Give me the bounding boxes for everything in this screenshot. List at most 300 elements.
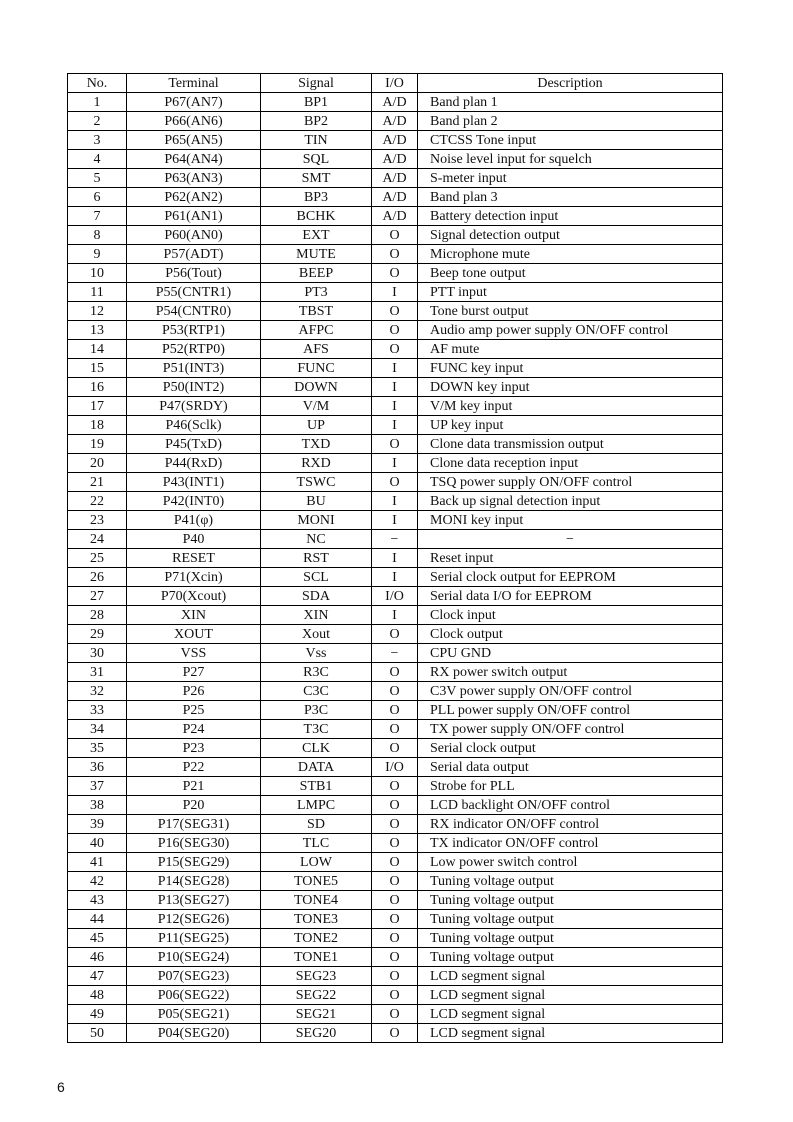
cell-terminal: P04(SEG20) — [127, 1024, 261, 1043]
cell-io: O — [372, 777, 418, 796]
cell-terminal: P25 — [127, 701, 261, 720]
cell-no: 46 — [68, 948, 127, 967]
cell-io: O — [372, 853, 418, 872]
table-row — [68, 549, 723, 568]
cell-terminal: P15(SEG29) — [127, 853, 261, 872]
cell-no: 24 — [68, 530, 127, 549]
cell-no: 32 — [68, 682, 127, 701]
cell-terminal: P40 — [127, 530, 261, 549]
cell-description: TX power supply ON/OFF control — [418, 720, 723, 739]
cell-description: C3V power supply ON/OFF control — [418, 682, 723, 701]
table-row — [68, 454, 723, 473]
cell-terminal: P47(SRDY) — [127, 397, 261, 416]
cell-no: 35 — [68, 739, 127, 758]
cell-io: O — [372, 663, 418, 682]
cell-signal: V/M — [261, 397, 372, 416]
cell-description: AF mute — [418, 340, 723, 359]
cell-io: O — [372, 226, 418, 245]
cell-no: 25 — [68, 549, 127, 568]
cell-terminal: P07(SEG23) — [127, 967, 261, 986]
pin-function-table — [67, 73, 723, 1043]
table-row — [68, 530, 723, 549]
cell-signal: SEG23 — [261, 967, 372, 986]
table-row — [68, 815, 723, 834]
cell-description: CTCSS Tone input — [418, 131, 723, 150]
cell-io: I/O — [372, 758, 418, 777]
cell-terminal: P64(AN4) — [127, 150, 261, 169]
cell-terminal: P67(AN7) — [127, 93, 261, 112]
table-row — [68, 663, 723, 682]
cell-description: Band plan 1 — [418, 93, 723, 112]
cell-io: O — [372, 910, 418, 929]
cell-io: I — [372, 511, 418, 530]
cell-signal: RXD — [261, 454, 372, 473]
cell-io: O — [372, 1005, 418, 1024]
cell-io: O — [372, 872, 418, 891]
table-row — [68, 435, 723, 454]
cell-no: 12 — [68, 302, 127, 321]
table-header-row — [68, 74, 723, 93]
cell-no: 10 — [68, 264, 127, 283]
table-row — [68, 188, 723, 207]
cell-no: 13 — [68, 321, 127, 340]
cell-signal: SEG21 — [261, 1005, 372, 1024]
table-row — [68, 853, 723, 872]
cell-terminal: RESET — [127, 549, 261, 568]
cell-description: Serial data output — [418, 758, 723, 777]
cell-io: O — [372, 834, 418, 853]
header-signal: Signal — [261, 74, 372, 93]
cell-terminal: P20 — [127, 796, 261, 815]
cell-terminal: P61(AN1) — [127, 207, 261, 226]
cell-description: S-meter input — [418, 169, 723, 188]
cell-io: I — [372, 549, 418, 568]
table-row — [68, 568, 723, 587]
table-row — [68, 264, 723, 283]
cell-signal: XIN — [261, 606, 372, 625]
cell-no: 2 — [68, 112, 127, 131]
table-row — [68, 416, 723, 435]
cell-terminal: P62(AN2) — [127, 188, 261, 207]
cell-no: 23 — [68, 511, 127, 530]
table-row — [68, 796, 723, 815]
cell-no: 21 — [68, 473, 127, 492]
cell-terminal: P05(SEG21) — [127, 1005, 261, 1024]
header-io: I/O — [372, 74, 418, 93]
cell-signal: Vss — [261, 644, 372, 663]
cell-terminal: P06(SEG22) — [127, 986, 261, 1005]
cell-description: Band plan 3 — [418, 188, 723, 207]
table-row — [68, 625, 723, 644]
cell-terminal: XOUT — [127, 625, 261, 644]
cell-description: RX power switch output — [418, 663, 723, 682]
cell-signal: TONE5 — [261, 872, 372, 891]
cell-description: Strobe for PLL — [418, 777, 723, 796]
cell-signal: SQL — [261, 150, 372, 169]
cell-signal: AFS — [261, 340, 372, 359]
cell-terminal: P22 — [127, 758, 261, 777]
cell-description: UP key input — [418, 416, 723, 435]
cell-terminal: P45(TxD) — [127, 435, 261, 454]
table-row — [68, 359, 723, 378]
cell-io: O — [372, 701, 418, 720]
cell-description: LCD segment signal — [418, 967, 723, 986]
cell-signal: BP3 — [261, 188, 372, 207]
cell-description: LCD segment signal — [418, 1005, 723, 1024]
cell-terminal: P41(φ) — [127, 511, 261, 530]
table-row — [68, 207, 723, 226]
cell-terminal: P54(CNTR0) — [127, 302, 261, 321]
cell-io: I — [372, 454, 418, 473]
cell-signal: R3C — [261, 663, 372, 682]
cell-no: 14 — [68, 340, 127, 359]
cell-terminal: P24 — [127, 720, 261, 739]
cell-io: I — [372, 359, 418, 378]
table-row — [68, 891, 723, 910]
cell-no: 45 — [68, 929, 127, 948]
table-row — [68, 112, 723, 131]
cell-description: LCD segment signal — [418, 1024, 723, 1043]
cell-no: 37 — [68, 777, 127, 796]
cell-io: O — [372, 340, 418, 359]
cell-description: LCD backlight ON/OFF control — [418, 796, 723, 815]
cell-terminal: P10(SEG24) — [127, 948, 261, 967]
cell-signal: Xout — [261, 625, 372, 644]
cell-no: 18 — [68, 416, 127, 435]
cell-description: Serial clock output — [418, 739, 723, 758]
cell-io: O — [372, 321, 418, 340]
cell-io: A/D — [372, 169, 418, 188]
cell-io: O — [372, 948, 418, 967]
table-row — [68, 948, 723, 967]
cell-signal: TLC — [261, 834, 372, 853]
cell-signal: BCHK — [261, 207, 372, 226]
cell-signal: DATA — [261, 758, 372, 777]
table-row — [68, 131, 723, 150]
cell-io: I — [372, 416, 418, 435]
table-row — [68, 587, 723, 606]
cell-no: 19 — [68, 435, 127, 454]
cell-description: MONI key input — [418, 511, 723, 530]
cell-description: DOWN key input — [418, 378, 723, 397]
cell-io: O — [372, 967, 418, 986]
cell-description: Battery detection input — [418, 207, 723, 226]
cell-no: 11 — [68, 283, 127, 302]
table-row — [68, 929, 723, 948]
cell-no: 28 — [68, 606, 127, 625]
cell-no: 16 — [68, 378, 127, 397]
cell-signal: SDA — [261, 587, 372, 606]
cell-no: 39 — [68, 815, 127, 834]
cell-terminal: P46(Sclk) — [127, 416, 261, 435]
cell-terminal: XIN — [127, 606, 261, 625]
cell-no: 41 — [68, 853, 127, 872]
cell-no: 9 — [68, 245, 127, 264]
cell-terminal: P70(Xcout) — [127, 587, 261, 606]
cell-signal: SMT — [261, 169, 372, 188]
cell-signal: SEG20 — [261, 1024, 372, 1043]
cell-signal: SCL — [261, 568, 372, 587]
cell-signal: STB1 — [261, 777, 372, 796]
cell-terminal: P65(AN5) — [127, 131, 261, 150]
cell-signal: TXD — [261, 435, 372, 454]
table-row — [68, 967, 723, 986]
cell-io: I — [372, 568, 418, 587]
cell-io: I — [372, 378, 418, 397]
cell-io: A/D — [372, 188, 418, 207]
cell-description: Low power switch control — [418, 853, 723, 872]
cell-description: PTT input — [418, 283, 723, 302]
table-row — [68, 701, 723, 720]
table-row — [68, 245, 723, 264]
table-row — [68, 473, 723, 492]
cell-terminal: P14(SEG28) — [127, 872, 261, 891]
cell-signal: BU — [261, 492, 372, 511]
cell-signal: TSWC — [261, 473, 372, 492]
cell-description: Tuning voltage output — [418, 891, 723, 910]
cell-io: A/D — [372, 207, 418, 226]
table-row — [68, 169, 723, 188]
cell-signal: RST — [261, 549, 372, 568]
cell-terminal: P57(ADT) — [127, 245, 261, 264]
cell-signal: UP — [261, 416, 372, 435]
cell-no: 8 — [68, 226, 127, 245]
cell-no: 31 — [68, 663, 127, 682]
cell-terminal: P43(INT1) — [127, 473, 261, 492]
cell-io: O — [372, 682, 418, 701]
cell-signal: C3C — [261, 682, 372, 701]
cell-terminal: P52(RTP0) — [127, 340, 261, 359]
cell-signal: MUTE — [261, 245, 372, 264]
cell-description: Clone data transmission output — [418, 435, 723, 454]
table-row — [68, 606, 723, 625]
cell-no: 50 — [68, 1024, 127, 1043]
cell-no: 49 — [68, 1005, 127, 1024]
cell-no: 38 — [68, 796, 127, 815]
cell-no: 33 — [68, 701, 127, 720]
cell-description: Tuning voltage output — [418, 948, 723, 967]
cell-signal: NC — [261, 530, 372, 549]
table-row — [68, 283, 723, 302]
cell-no: 48 — [68, 986, 127, 1005]
page-number: 6 — [57, 1079, 65, 1095]
cell-signal: TBST — [261, 302, 372, 321]
cell-signal: P3C — [261, 701, 372, 720]
table-row — [68, 511, 723, 530]
cell-signal: PT3 — [261, 283, 372, 302]
cell-no: 5 — [68, 169, 127, 188]
cell-io: I — [372, 492, 418, 511]
cell-io: O — [372, 473, 418, 492]
cell-terminal: P12(SEG26) — [127, 910, 261, 929]
cell-io: I — [372, 606, 418, 625]
cell-description: Tuning voltage output — [418, 872, 723, 891]
table-row — [68, 739, 723, 758]
cell-description: − — [418, 530, 723, 549]
cell-description: Reset input — [418, 549, 723, 568]
cell-terminal: P53(RTP1) — [127, 321, 261, 340]
cell-description: Band plan 2 — [418, 112, 723, 131]
cell-io: O — [372, 435, 418, 454]
table-row — [68, 150, 723, 169]
cell-description: Microphone mute — [418, 245, 723, 264]
cell-terminal: P16(SEG30) — [127, 834, 261, 853]
cell-signal: FUNC — [261, 359, 372, 378]
cell-terminal: P50(INT2) — [127, 378, 261, 397]
cell-terminal: P21 — [127, 777, 261, 796]
cell-signal: TONE4 — [261, 891, 372, 910]
table-row — [68, 226, 723, 245]
cell-description: LCD segment signal — [418, 986, 723, 1005]
cell-signal: BP1 — [261, 93, 372, 112]
cell-io: O — [372, 264, 418, 283]
cell-signal: TONE3 — [261, 910, 372, 929]
table-row — [68, 340, 723, 359]
table-row — [68, 397, 723, 416]
cell-io: A/D — [372, 150, 418, 169]
cell-description: RX indicator ON/OFF control — [418, 815, 723, 834]
cell-terminal: P11(SEG25) — [127, 929, 261, 948]
cell-terminal: P13(SEG27) — [127, 891, 261, 910]
cell-no: 17 — [68, 397, 127, 416]
cell-description: Clock input — [418, 606, 723, 625]
header-description: Description — [418, 74, 723, 93]
cell-terminal: VSS — [127, 644, 261, 663]
cell-terminal: P17(SEG31) — [127, 815, 261, 834]
cell-signal: TONE2 — [261, 929, 372, 948]
cell-no: 4 — [68, 150, 127, 169]
cell-no: 15 — [68, 359, 127, 378]
cell-io: − — [372, 644, 418, 663]
cell-signal: EXT — [261, 226, 372, 245]
cell-io: O — [372, 891, 418, 910]
table-row — [68, 872, 723, 891]
table-row — [68, 834, 723, 853]
cell-io: − — [372, 530, 418, 549]
cell-no: 36 — [68, 758, 127, 777]
cell-signal: MONI — [261, 511, 372, 530]
table-row — [68, 378, 723, 397]
cell-description: Clock output — [418, 625, 723, 644]
cell-description: Tuning voltage output — [418, 910, 723, 929]
cell-signal: SD — [261, 815, 372, 834]
cell-io: O — [372, 245, 418, 264]
cell-io: I — [372, 283, 418, 302]
cell-terminal: P71(Xcin) — [127, 568, 261, 587]
cell-io: O — [372, 986, 418, 1005]
table-row — [68, 321, 723, 340]
cell-description: Signal detection output — [418, 226, 723, 245]
cell-description: Beep tone output — [418, 264, 723, 283]
cell-description: FUNC key input — [418, 359, 723, 378]
header-no: No. — [68, 74, 127, 93]
cell-terminal: P27 — [127, 663, 261, 682]
cell-io: O — [372, 720, 418, 739]
cell-no: 43 — [68, 891, 127, 910]
cell-terminal: P51(INT3) — [127, 359, 261, 378]
cell-io: O — [372, 739, 418, 758]
cell-no: 40 — [68, 834, 127, 853]
cell-terminal: P63(AN3) — [127, 169, 261, 188]
cell-description: Serial data I/O for EEPROM — [418, 587, 723, 606]
cell-signal: BEEP — [261, 264, 372, 283]
cell-io: I/O — [372, 587, 418, 606]
cell-io: O — [372, 625, 418, 644]
table-row — [68, 644, 723, 663]
cell-no: 7 — [68, 207, 127, 226]
table-row — [68, 302, 723, 321]
cell-no: 34 — [68, 720, 127, 739]
table-row — [68, 93, 723, 112]
cell-description: TSQ power supply ON/OFF control — [418, 473, 723, 492]
table-row — [68, 682, 723, 701]
cell-description: V/M key input — [418, 397, 723, 416]
cell-signal: TONE1 — [261, 948, 372, 967]
cell-signal: T3C — [261, 720, 372, 739]
table-row — [68, 1024, 723, 1043]
cell-description: Clone data reception input — [418, 454, 723, 473]
cell-description: Serial clock output for EEPROM — [418, 568, 723, 587]
cell-description: Noise level input for squelch — [418, 150, 723, 169]
cell-io: A/D — [372, 93, 418, 112]
cell-no: 42 — [68, 872, 127, 891]
cell-description: PLL power supply ON/OFF control — [418, 701, 723, 720]
cell-terminal: P23 — [127, 739, 261, 758]
cell-no: 44 — [68, 910, 127, 929]
cell-no: 27 — [68, 587, 127, 606]
cell-no: 26 — [68, 568, 127, 587]
cell-signal: LMPC — [261, 796, 372, 815]
cell-terminal: P60(AN0) — [127, 226, 261, 245]
cell-signal: SEG22 — [261, 986, 372, 1005]
cell-terminal: P56(Tout) — [127, 264, 261, 283]
table-body — [68, 93, 723, 1043]
cell-io: I — [372, 397, 418, 416]
cell-signal: AFPC — [261, 321, 372, 340]
cell-description: Audio amp power supply ON/OFF control — [418, 321, 723, 340]
cell-io: A/D — [372, 112, 418, 131]
cell-io: O — [372, 929, 418, 948]
cell-no: 1 — [68, 93, 127, 112]
cell-signal: DOWN — [261, 378, 372, 397]
header-terminal: Terminal — [127, 74, 261, 93]
cell-no: 29 — [68, 625, 127, 644]
table-row — [68, 1005, 723, 1024]
cell-no: 22 — [68, 492, 127, 511]
cell-terminal: P42(INT0) — [127, 492, 261, 511]
cell-terminal: P55(CNTR1) — [127, 283, 261, 302]
cell-terminal: P66(AN6) — [127, 112, 261, 131]
cell-description: TX indicator ON/OFF control — [418, 834, 723, 853]
table-row — [68, 986, 723, 1005]
cell-no: 20 — [68, 454, 127, 473]
cell-signal: TIN — [261, 131, 372, 150]
cell-no: 6 — [68, 188, 127, 207]
cell-signal: LOW — [261, 853, 372, 872]
cell-signal: CLK — [261, 739, 372, 758]
cell-description: Back up signal detection input — [418, 492, 723, 511]
table-row — [68, 720, 723, 739]
cell-signal: BP2 — [261, 112, 372, 131]
cell-terminal: P26 — [127, 682, 261, 701]
table-row — [68, 492, 723, 511]
cell-no: 3 — [68, 131, 127, 150]
cell-io: O — [372, 1024, 418, 1043]
table-row — [68, 777, 723, 796]
cell-description: Tone burst output — [418, 302, 723, 321]
cell-io: O — [372, 815, 418, 834]
cell-io: O — [372, 302, 418, 321]
